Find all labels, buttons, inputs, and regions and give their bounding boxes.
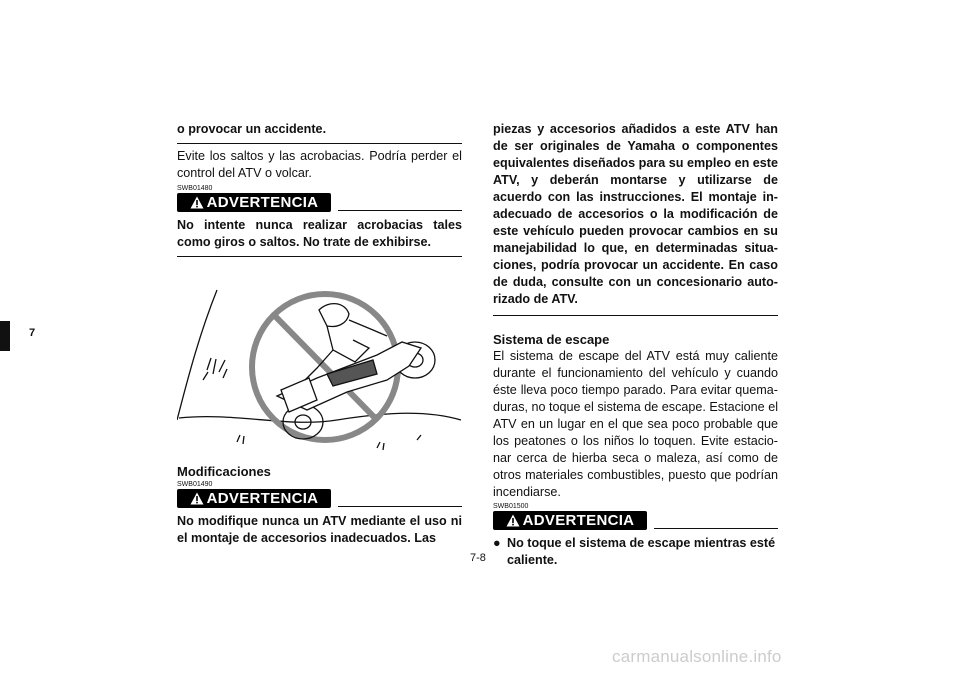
right-column (493, 121, 778, 569)
carry-over-text: o provocar un accidente. (177, 122, 327, 136)
warning-label: ADVERTENCIA (522, 512, 635, 529)
warning-header (177, 489, 462, 509)
warning-code: SWB01480 (177, 185, 213, 192)
warning-label-box (177, 489, 331, 508)
warning-code: SWB01490 (177, 481, 213, 488)
warning-label-box (493, 511, 647, 530)
left-column (177, 121, 462, 547)
warning-triangle-icon (190, 196, 204, 209)
warning-bullet-item (493, 535, 778, 569)
warning-label-box (177, 193, 331, 212)
bullet-icon: ● (493, 536, 501, 550)
warning-text: No toque el sistema de escape mientras esté caliente. (507, 536, 776, 567)
warning-label: ADVERTENCIA (206, 194, 319, 211)
chapter-number: 7 (29, 327, 36, 339)
warning-header (177, 193, 462, 213)
jump-advice-text: Evite los saltos y las acrobacias. Podría perder el control del ATV o volcar. (177, 149, 462, 180)
chapter-tab-marker (0, 321, 10, 351)
watermark: carmanualsonline.info (612, 647, 782, 666)
warning-underline (338, 506, 462, 507)
warning-underline (338, 210, 462, 211)
warning-triangle-icon (506, 514, 520, 527)
illustration (177, 270, 462, 460)
prohibited-atv-jump-icon (177, 270, 462, 460)
divider (493, 315, 778, 316)
warning-triangle-icon (190, 492, 204, 505)
warning-text: No intente nunca realizar acrobacias tales como giros o saltos. No trate de exhibirse. (177, 218, 462, 249)
divider (177, 256, 462, 257)
warning-code: SWB01500 (493, 503, 529, 510)
warning-label: ADVERTENCIA (206, 490, 319, 507)
exhaust-body-text: El sistema de escape del ATV está muy caliente durante el funcionamiento del vehículo y cuando éste lleva poco tiempo parado. Para evitar quema-duras, no toque el sistema de escape. Estacione el ATV en un lugar en el que sea poco probable que los peatones o los niños lo toquen. Evite estacio-nar cerca de hierba seca o maleza, así como de otros materiales combustibles, puesto que podrían incendiarse. (493, 349, 778, 499)
warning-text: No modifique nunca un ATV mediante el uso ni el montaje de accesorios inadecuados. Las (177, 514, 462, 545)
section-heading-modificaciones: Modificaciones (177, 464, 271, 479)
warning-continued-text: piezas y accesorios añadidos a este ATV han de ser originales de Yamaha o componentes equivalentes diseñados para su empleo en este ATV, y deberán montarse y utilizarse de acuerdo con las instrucciones. El montaje in-adecuado de accesorios o la modificación de este vehículo pueden provocar cambios en su manejabilidad lo que, en determinadas situa-ciones, podría provocar un accidente. En caso de duda, consulte con un concesionario auto-rizado de ATV. (493, 122, 778, 306)
warning-underline (654, 528, 778, 529)
warning-header (493, 511, 778, 531)
page-number: 7-8 (470, 552, 486, 564)
section-heading-sistema-de-escape: Sistema de escape (493, 332, 610, 347)
divider (177, 143, 462, 144)
